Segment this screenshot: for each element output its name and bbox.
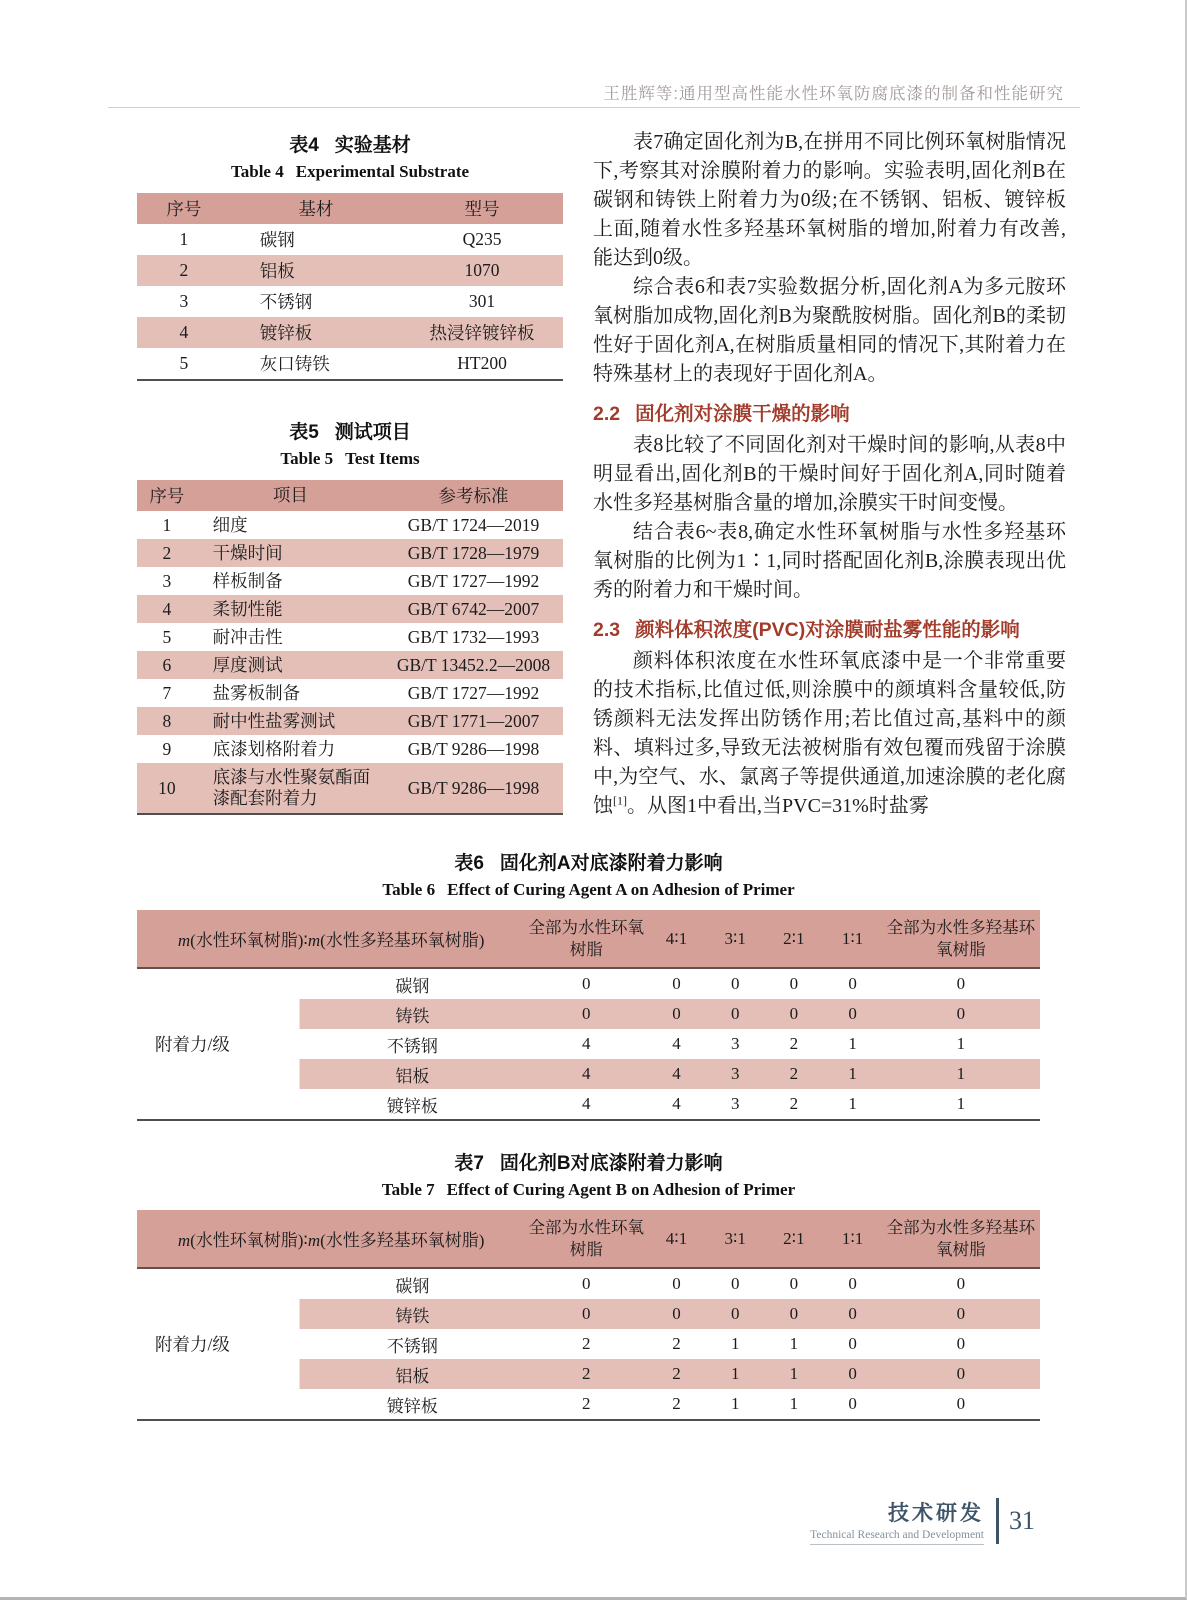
table-row xyxy=(137,511,563,539)
table7-title-cn xyxy=(137,1148,1040,1175)
cell: 柔韧性能 xyxy=(212,598,283,619)
value-cell: 0 xyxy=(848,1304,857,1323)
table7-block xyxy=(137,1148,1040,1421)
table-row xyxy=(137,623,563,651)
value-cell: 0 xyxy=(730,1304,740,1323)
paragraph: 表8比较了不同固化剂对干燥时间的影响,从表8中明显看出,固化剂B的干燥时间好于固化剂A,同时随着水性多羟基树脂含量的增加,涂膜实干时间变慢。 xyxy=(593,434,1066,514)
section-title: 颜料体积浓度(PVC)对涂膜耐盐雾性能的影响 xyxy=(635,619,1020,641)
substrate-cell: 镀锌板 xyxy=(386,1096,438,1116)
table7-caption-cn: 固化剂B对底漆附着力影响 xyxy=(499,1153,723,1174)
value-cell: 0 xyxy=(730,1004,740,1023)
table4-title-en xyxy=(137,162,563,182)
header-cell: 项目 xyxy=(272,485,308,505)
table7-label-en: Table 7 xyxy=(381,1180,435,1199)
value-cell: 1 xyxy=(789,1334,799,1353)
value-cell: 0 xyxy=(956,1394,966,1413)
cell: GB/T 9286—1998 xyxy=(407,777,540,798)
value-cell: 0 xyxy=(956,1274,966,1293)
formula-text: (水性多羟基环氧树脂) xyxy=(320,931,485,950)
value-cell: 1 xyxy=(956,1034,966,1053)
table4-caption-cn: 实验基材 xyxy=(334,135,411,156)
cell: 2 xyxy=(179,260,189,280)
header-cell: 序号 xyxy=(149,486,185,506)
cell: 10 xyxy=(158,777,176,798)
header-cell: 3∶1 xyxy=(724,1228,746,1248)
value-cell: 4 xyxy=(672,1064,681,1083)
cell: 厚度测试 xyxy=(212,654,283,675)
value-cell: 0 xyxy=(848,1334,857,1353)
value-cell: 4 xyxy=(581,1064,591,1083)
value-cell: 1 xyxy=(848,1034,857,1053)
header-cell: 2∶1 xyxy=(783,928,805,948)
table5 xyxy=(137,480,563,815)
value-cell: 2 xyxy=(672,1394,681,1413)
cell: 1 xyxy=(179,229,189,249)
cell: GB/T 1727—1992 xyxy=(407,682,540,703)
header-cell: 1∶1 xyxy=(841,1228,864,1248)
cell: 2 xyxy=(162,542,172,563)
footer-divider-bar xyxy=(996,1498,999,1544)
header-cell: 1∶1 xyxy=(841,928,864,948)
table5-caption-cn: 测试项目 xyxy=(334,422,411,443)
value-cell: 2 xyxy=(789,1064,799,1083)
cell: 不锈钢 xyxy=(259,292,313,312)
cell: 4 xyxy=(162,598,172,619)
substrate-cell: 铝板 xyxy=(395,1066,430,1086)
cell: 底漆划格附着力 xyxy=(212,738,336,759)
table-row xyxy=(137,539,563,567)
substrate-cell: 镀锌板 xyxy=(386,1396,438,1416)
table-row xyxy=(137,1299,1040,1329)
header-cell: 3∶1 xyxy=(724,928,746,948)
citation-marker: [1] xyxy=(613,793,627,808)
value-cell: 0 xyxy=(672,974,681,993)
cell: 热浸锌镀锌板 xyxy=(429,323,535,343)
paragraph: 综合表6和表7实验数据分析,固化剂A为多元胺环氧树脂加成物,固化剂B为聚酰胺树脂。固化剂B的柔韧性好于固化剂A,在树脂质量相同的情况下,其附着力在特殊基材上的表现好于固化剂A。 xyxy=(593,276,1066,385)
table5-label-cn: 表5 xyxy=(289,422,319,443)
substrate-cell: 铸铁 xyxy=(395,1006,430,1026)
table5-label-en: Table 5 xyxy=(280,449,334,468)
value-cell: 1 xyxy=(789,1394,799,1413)
cell: 铝板 xyxy=(259,261,295,281)
section-title: 固化剂对涂膜干燥的影响 xyxy=(635,403,850,425)
cell: 干燥时间 xyxy=(212,542,283,563)
header-cell: 2∶1 xyxy=(783,1228,805,1248)
table7-body xyxy=(137,1269,1040,1421)
footer-title-cn: 技术研发 xyxy=(888,1502,984,1525)
paragraph-text: 。从图1中看出,当PVC=31%时盐雾 xyxy=(627,795,929,817)
value-cell: 1 xyxy=(956,1064,966,1083)
row-group-label: 附着力/级 xyxy=(155,1334,230,1355)
cell: 1 xyxy=(162,514,172,535)
table5-title-en xyxy=(137,449,563,469)
cell: 301 xyxy=(468,291,496,311)
header-cell-ratio-formula xyxy=(137,1226,525,1251)
right-column xyxy=(593,128,1066,821)
value-cell: 0 xyxy=(848,1274,857,1293)
table-row xyxy=(137,224,563,255)
table-row xyxy=(137,1029,1040,1059)
table5-title-cn xyxy=(137,417,563,444)
value-cell: 0 xyxy=(848,1364,857,1383)
paragraph-text: 颜料体积浓度在水性环氧底漆中是一个非常重要的技术指标,比值过低,则涂膜中的颜填料含量较低,防锈颜料无法发挥出防锈作用;若比值过高,基料中的颜料、填料过多,导致无法被树脂有效包覆而残留于涂膜中,为空气、水、氯离子等提供通道,加速涂膜的老化腐蚀 xyxy=(593,650,1066,817)
header-cell: 序号 xyxy=(166,199,202,219)
table-row xyxy=(137,348,563,379)
value-cell: 0 xyxy=(956,974,966,993)
header-cell: 参考标准 xyxy=(438,486,509,506)
table6-caption-en: Effect of Curing Agent A on Adhesion of Primer xyxy=(447,880,795,899)
cell: GB/T 1727—1992 xyxy=(407,570,540,591)
table-row xyxy=(137,255,563,286)
formula-text: (水性环氧树脂)∶ xyxy=(190,1231,308,1250)
table6-title-cn xyxy=(137,848,1040,875)
table-row xyxy=(137,317,563,348)
table6-title-en xyxy=(137,880,1040,900)
cell: Q235 xyxy=(462,229,502,249)
value-cell: 0 xyxy=(848,974,857,993)
italic-m: m xyxy=(307,1231,321,1250)
cell: 3 xyxy=(162,570,172,591)
value-cell: 2 xyxy=(581,1364,591,1383)
value-cell: 1 xyxy=(730,1334,740,1353)
cell: 8 xyxy=(162,710,172,731)
value-cell: 2 xyxy=(581,1334,591,1353)
cell: 样板制备 xyxy=(212,570,283,591)
header-rule xyxy=(108,107,1080,108)
table-row xyxy=(137,651,563,679)
value-cell: 0 xyxy=(789,974,799,993)
header-cell: 基材 xyxy=(298,199,334,219)
value-cell: 1 xyxy=(848,1094,857,1113)
header-cell: 4∶1 xyxy=(665,1228,688,1248)
value-cell: 0 xyxy=(956,1364,966,1383)
substrate-cell: 碳钢 xyxy=(395,976,430,996)
value-cell: 0 xyxy=(672,1304,681,1323)
value-cell: 0 xyxy=(956,1304,966,1323)
spacer xyxy=(137,381,563,417)
table5-header-row xyxy=(137,480,563,511)
value-cell: 0 xyxy=(581,974,591,993)
header-cell: 4∶1 xyxy=(665,928,688,948)
substrate-cell: 不锈钢 xyxy=(386,1036,438,1056)
spacer xyxy=(137,900,1040,910)
value-cell: 0 xyxy=(956,1004,966,1023)
value-cell: 0 xyxy=(581,1304,591,1323)
value-cell: 2 xyxy=(672,1334,681,1353)
table4-label-en: Table 4 xyxy=(230,162,284,181)
table4-title-cn xyxy=(137,130,563,157)
table6-block xyxy=(137,848,1040,1121)
cell: 耐中性盐雾测试 xyxy=(212,710,336,731)
page-footer xyxy=(810,1497,1035,1545)
cell: 盐雾板制备 xyxy=(212,682,301,703)
table6-caption-cn: 固化剂A对底漆附着力影响 xyxy=(499,853,723,874)
running-head: 王胜辉等:通用型高性能水性环氧防腐底漆的制备和性能研究 xyxy=(603,85,1064,103)
value-cell: 0 xyxy=(730,1274,740,1293)
table-row xyxy=(137,1269,1040,1299)
cell: 7 xyxy=(162,682,172,703)
cell: 3 xyxy=(179,291,189,311)
table6-label-cn: 表6 xyxy=(454,853,484,874)
value-cell: 0 xyxy=(581,1004,591,1023)
header-cell: 全部为水性多羟基环氧树脂 xyxy=(886,1218,1036,1259)
value-cell: 2 xyxy=(789,1034,799,1053)
value-cell: 4 xyxy=(672,1034,681,1053)
page-number: 31 xyxy=(1009,1506,1035,1535)
table-row xyxy=(137,999,1040,1029)
table4-label-cn: 表4 xyxy=(289,135,319,156)
value-cell: 1 xyxy=(848,1064,857,1083)
value-cell: 4 xyxy=(581,1094,591,1113)
table6-label-en: Table 6 xyxy=(382,880,436,899)
cell: GB/T 13452.2—2008 xyxy=(396,654,551,675)
value-cell: 3 xyxy=(730,1094,740,1113)
value-cell: 2 xyxy=(672,1364,681,1383)
table6-body xyxy=(137,969,1040,1121)
table-row xyxy=(137,1329,1040,1359)
cell: 4 xyxy=(179,322,189,342)
value-cell: 3 xyxy=(730,1064,740,1083)
cell: 5 xyxy=(179,353,189,373)
substrate-cell: 铸铁 xyxy=(395,1306,430,1326)
table4-header-row xyxy=(137,193,563,224)
cell: GB/T 1732—1993 xyxy=(407,626,540,647)
value-cell: 0 xyxy=(581,1274,591,1293)
table-row xyxy=(137,567,563,595)
cell: 6 xyxy=(162,654,172,675)
table7-caption-en: Effect of Curing Agent B on Adhesion of Primer xyxy=(446,1180,796,1199)
substrate-cell: 碳钢 xyxy=(395,1276,430,1296)
table-row xyxy=(137,763,563,813)
value-cell: 4 xyxy=(672,1094,681,1113)
footer-title-en: Technical Research and Development xyxy=(810,1529,984,1541)
section-number: 2.2 xyxy=(593,403,621,425)
section-number: 2.3 xyxy=(593,619,621,641)
header-cell: 型号 xyxy=(464,199,500,219)
value-cell: 1 xyxy=(789,1364,799,1383)
value-cell: 3 xyxy=(730,1034,740,1053)
section-heading-2-2 xyxy=(593,398,1066,426)
value-cell: 2 xyxy=(789,1094,799,1113)
header-cell: 全部为水性多羟基环氧树脂 xyxy=(886,918,1036,959)
value-cell: 1 xyxy=(730,1394,740,1413)
footer-section-name xyxy=(810,1497,984,1545)
italic-m: m xyxy=(177,931,191,950)
cell: GB/T 1728—1979 xyxy=(407,542,540,563)
value-cell: 1 xyxy=(730,1364,740,1383)
left-column xyxy=(137,130,563,815)
cell: 5 xyxy=(162,626,172,647)
cell: 耐冲击性 xyxy=(212,626,283,647)
value-cell: 0 xyxy=(848,1394,857,1413)
substrate-cell: 不锈钢 xyxy=(386,1336,438,1356)
value-cell: 0 xyxy=(956,1334,966,1353)
cell: 灰口铸铁 xyxy=(259,354,330,374)
cell: GB/T 6742—2007 xyxy=(407,598,540,619)
table-row xyxy=(137,679,563,707)
italic-m: m xyxy=(177,1231,191,1250)
formula-text: (水性环氧树脂)∶ xyxy=(190,931,308,950)
header-cell: 全部为水性环氧树脂 xyxy=(528,918,644,959)
table5-caption-en: Test Items xyxy=(345,449,420,468)
table-row xyxy=(137,1389,1040,1419)
value-cell: 4 xyxy=(581,1034,591,1053)
table-row xyxy=(137,735,563,763)
table7-label-cn: 表7 xyxy=(454,1153,484,1174)
header-cell-ratio-formula xyxy=(137,926,525,951)
cell: 碳钢 xyxy=(259,230,295,250)
value-cell: 0 xyxy=(789,1274,799,1293)
cell: 细度 xyxy=(212,514,248,535)
cell: 底漆与水性聚氨酯面漆配套附着力 xyxy=(212,767,371,808)
paragraph: 结合表6~表8,确定水性环氧树脂与水性多羟基环氧树脂的比例为1∶1,同时搭配固化剂B,涂膜表现出优秀的附着力和干燥时间。 xyxy=(593,521,1066,601)
table4 xyxy=(137,193,563,381)
header-cell: 全部为水性环氧树脂 xyxy=(528,1218,644,1259)
spacer xyxy=(137,1200,1040,1210)
table7-title-en xyxy=(137,1180,1040,1200)
table7-header-row xyxy=(137,1210,1040,1269)
paragraph: 表7确定固化剂为B,在拼用不同比例环氧树脂情况下,考察其对涂膜附着力的影响。实验表明,固化剂B在碳钢和铸铁上附着力为0级;在不锈钢、铝板、镀锌板上面,随着水性多羟基环氧树脂的增加,附着力有改善,能达到0级。 xyxy=(593,131,1066,269)
cell: HT200 xyxy=(457,353,507,373)
value-cell: 0 xyxy=(672,1274,681,1293)
section-heading-2-3 xyxy=(593,614,1066,642)
row-group-label: 附着力/级 xyxy=(155,1034,230,1055)
cell: 1070 xyxy=(464,260,500,280)
table-row xyxy=(137,1359,1040,1389)
formula-text: (水性多羟基环氧树脂) xyxy=(320,1231,485,1250)
value-cell: 0 xyxy=(672,1004,681,1023)
value-cell: 0 xyxy=(789,1304,799,1323)
value-cell: 0 xyxy=(789,1004,799,1023)
paragraph xyxy=(593,647,1066,821)
cell: GB/T 1771—2007 xyxy=(407,710,540,731)
cell: GB/T 1724—2019 xyxy=(407,514,540,535)
italic-m: m xyxy=(307,931,321,950)
table-row xyxy=(137,1059,1040,1089)
value-cell: 0 xyxy=(848,1004,857,1023)
value-cell: 2 xyxy=(581,1394,591,1413)
cell: GB/T 9286—1998 xyxy=(407,738,540,759)
value-cell: 0 xyxy=(730,974,740,993)
value-cell: 1 xyxy=(956,1094,966,1113)
substrate-cell: 铝板 xyxy=(395,1366,430,1386)
cell: 镀锌板 xyxy=(259,323,313,343)
table6-header-row xyxy=(137,910,1040,969)
cell: 9 xyxy=(162,738,172,759)
table-row xyxy=(137,707,563,735)
table4-caption-en: Experimental Substrate xyxy=(295,162,470,181)
table-row xyxy=(137,969,1040,999)
table-row xyxy=(137,286,563,317)
table-row xyxy=(137,595,563,623)
table-row xyxy=(137,1089,1040,1119)
